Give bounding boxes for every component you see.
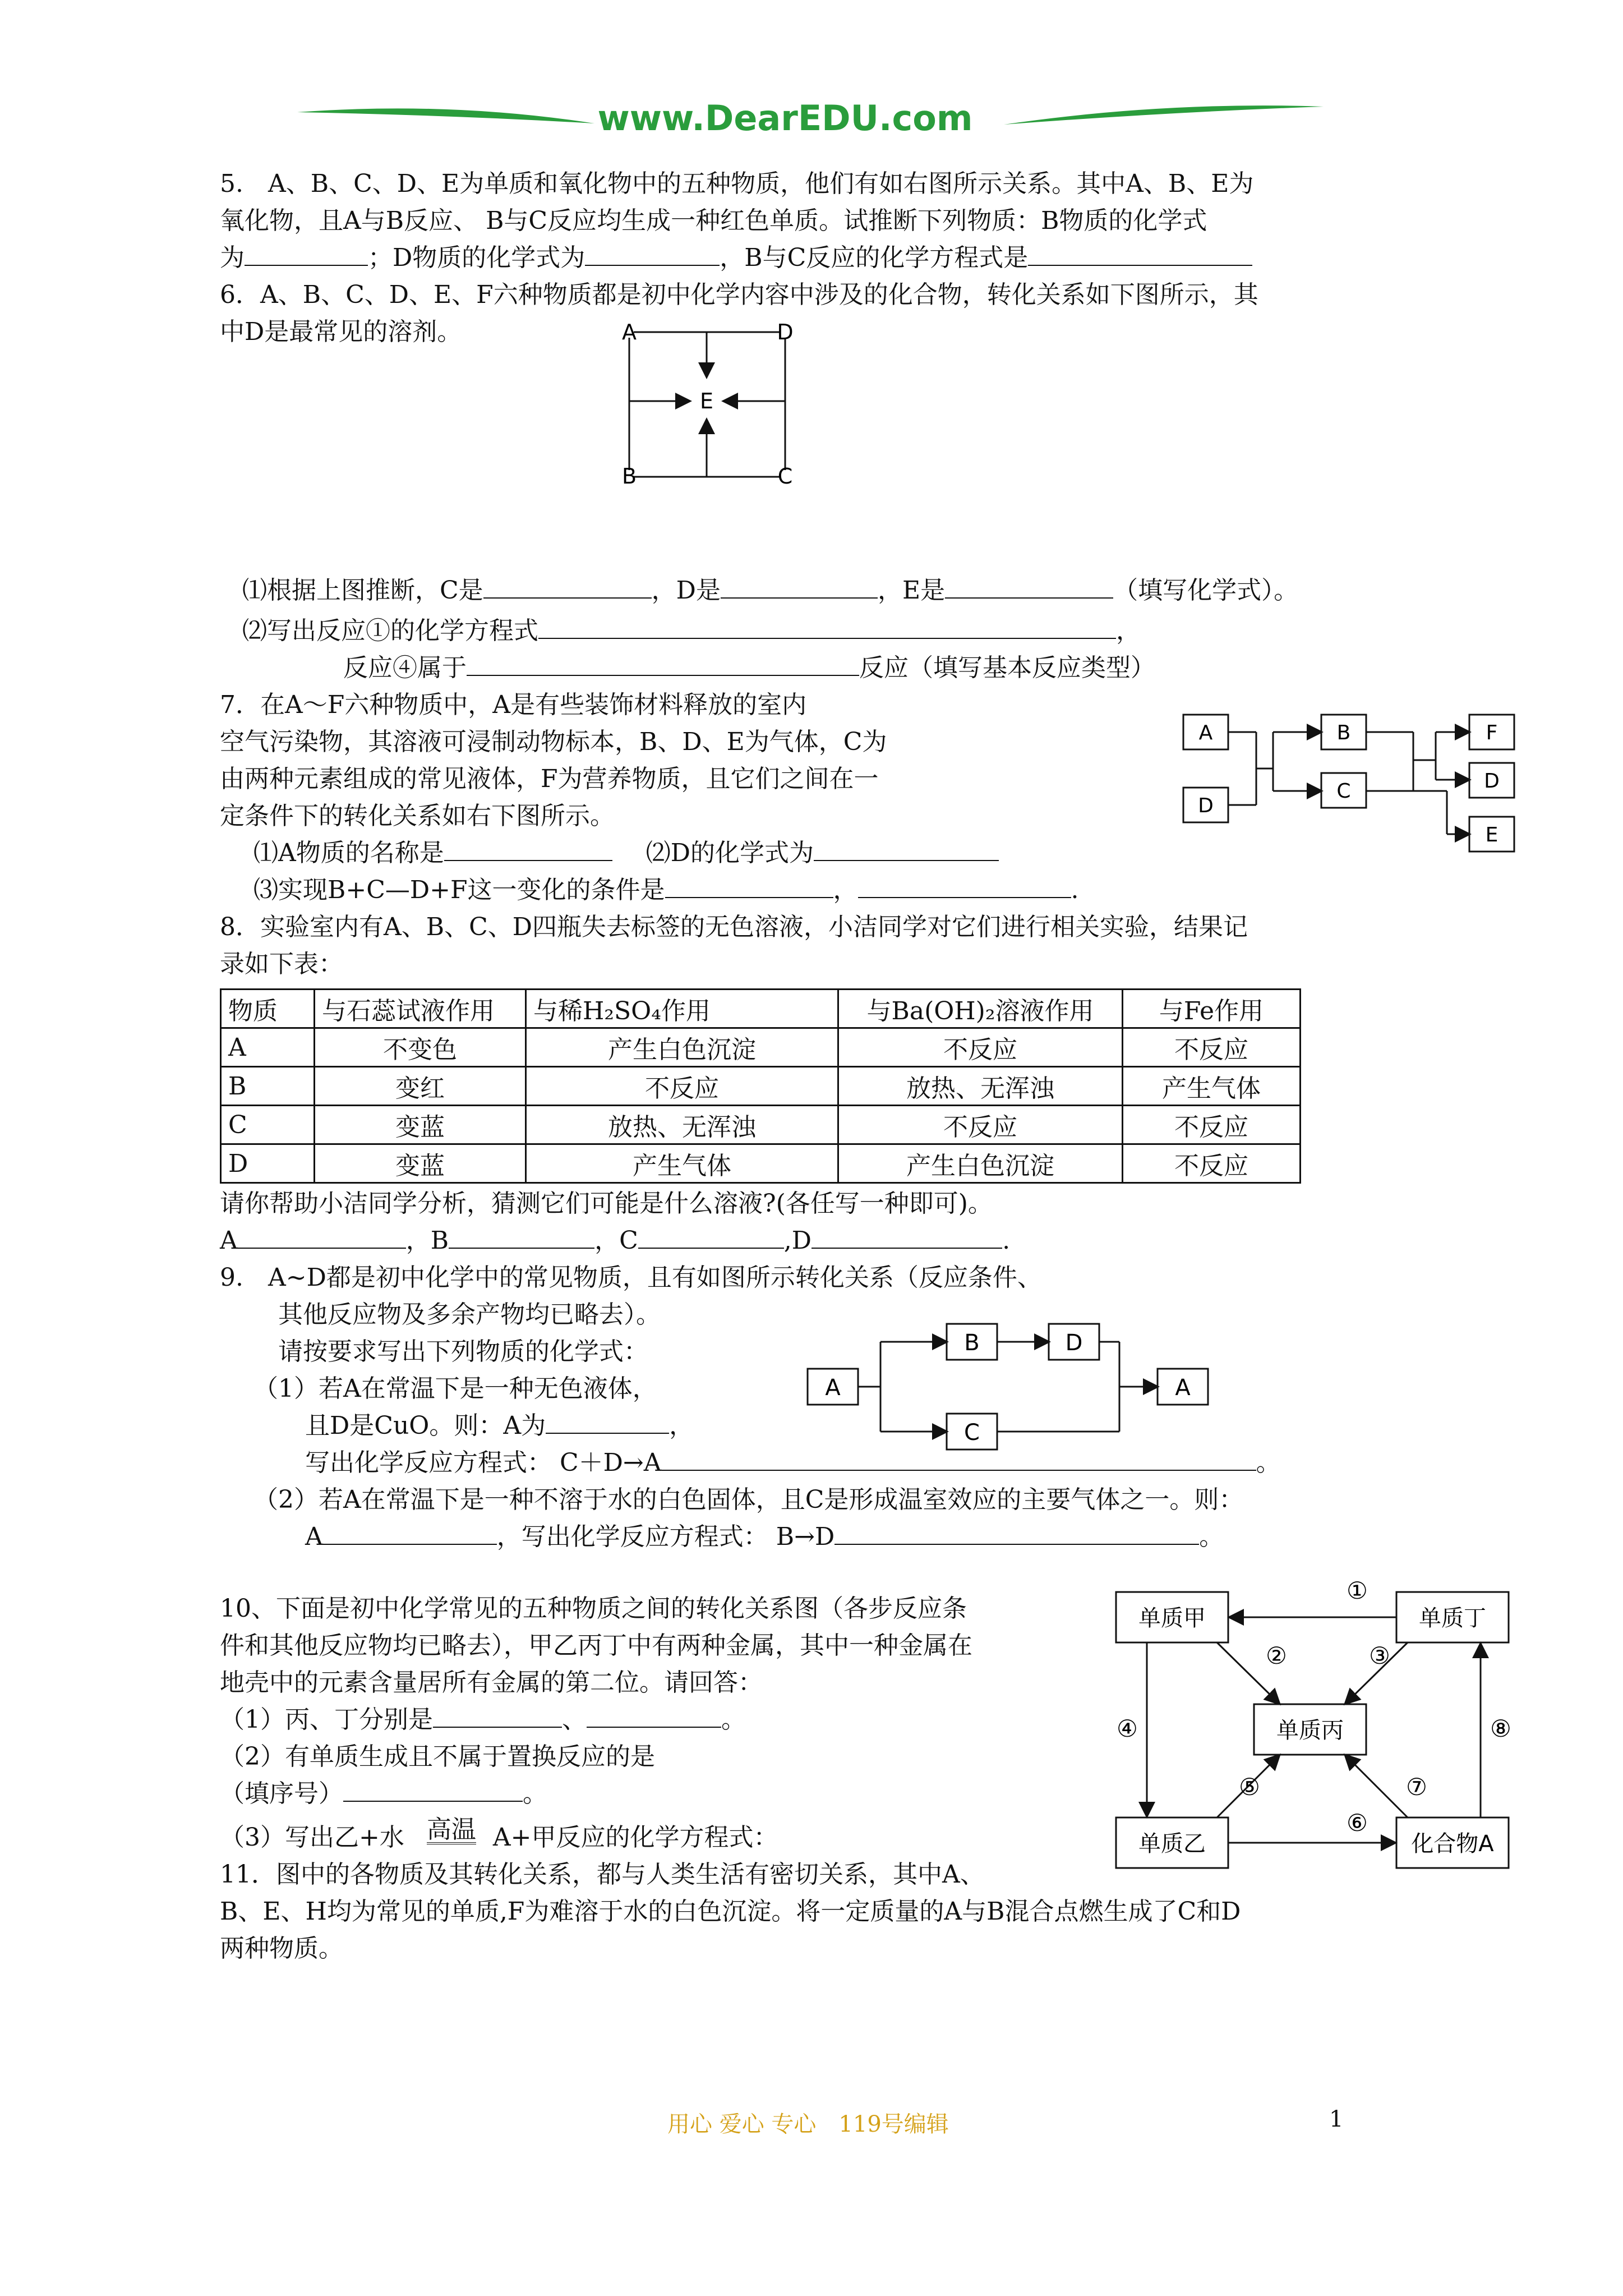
reaction-label-4: ④: [1117, 1715, 1138, 1742]
answer-blank[interactable]: [834, 1521, 1199, 1545]
answer-blank[interactable]: [665, 875, 833, 898]
reaction-condition: 高温: [426, 1815, 476, 1844]
table-row: A 不变色 产生白色沉淀 不反应 不反应: [221, 1028, 1301, 1067]
q7-part2: ⑶实现B+C—D+F这一变化的条件是 ， .: [253, 876, 1079, 904]
reaction-label-2: ②: [1266, 1642, 1287, 1669]
q9-line1: 9. A~D都是初中化学中的常见物质，且有如图所示转化关系（反应条件、: [220, 1263, 1042, 1292]
site-title: www.DearEDU.com: [597, 98, 973, 139]
table-header: 物质: [221, 990, 315, 1028]
answer-blank[interactable]: [444, 838, 612, 861]
answer-blank[interactable]: [343, 1778, 523, 1802]
answer-blank[interactable]: [245, 242, 368, 266]
q11-line2: B、E、H均为常见的单质,F为难溶于水的白色沉淀。将一定质量的A与B混合点燃生成了C和D: [220, 1897, 1241, 1926]
q11-line1: 11．图中的各物质及其转化关系，都与人类生活有密切关系，其中A、: [220, 1860, 985, 1889]
reaction-label-8: ⑧: [1490, 1715, 1511, 1742]
q7-node-b: B: [1336, 721, 1351, 744]
q7-node-a: A: [1198, 721, 1213, 744]
q9-diagram: [802, 1307, 1217, 1458]
answer-blank[interactable]: [323, 1521, 497, 1545]
q7-line1: 7．在A～F六种物质中，A是有些装饰材料释放的室内: [220, 691, 807, 719]
page-number: 1: [1329, 2106, 1344, 2132]
table-header: 与Fe作用: [1123, 990, 1301, 1028]
q9-node-c: C: [964, 1420, 980, 1446]
q9-part2a: （2）若A在常温下是一种不溶于水的白色固体，且C是形成温室效应的主要气体之一。则：: [253, 1485, 1244, 1514]
q10-diagram: [1110, 1565, 1514, 1885]
answer-blank[interactable]: [585, 242, 720, 266]
q9-part1b: 且D是CuO。则：A为 ，: [305, 1411, 694, 1440]
answer-blank[interactable]: [638, 1225, 784, 1249]
q6-part1: ⑴根据上图推断，C是 ，D是 ，E是 （填写化学式）。: [242, 576, 1299, 605]
q10-part1: （1）丙、丁分别是 、 。: [220, 1705, 746, 1734]
answer-blank[interactable]: [538, 615, 1116, 639]
reaction-label-5: ⑤: [1239, 1773, 1260, 1801]
q8-line2: 录如下表：: [220, 950, 343, 978]
table-header-row: [221, 990, 1301, 1028]
q9-part2b: A ，写出化学反应方程式： B→D 。: [305, 1522, 1224, 1551]
q7-line4: 定条件下的转化关系如右下图所示。: [220, 802, 615, 830]
answer-blank[interactable]: [1028, 242, 1252, 266]
table-header: 与石蕊试液作用: [315, 990, 526, 1028]
q11-line3: 两种物质。: [220, 1934, 343, 1963]
q8-after: 请你帮助小洁同学分析，猜测它们可能是什么溶液?(各任写一种即可)。: [220, 1189, 993, 1218]
table-row: C 变蓝 放热、无浑浊 不反应 不反应: [221, 1106, 1301, 1144]
q7-node-d2: D: [1484, 770, 1500, 793]
q7-line3: 由两种元素组成的常见液体，F为营养物质，且它们之间在一: [220, 765, 879, 793]
q10-part2a: （2）有单质生成且不属于置换反应的是: [220, 1742, 655, 1771]
q9-part1c: 写出化学反应方程式： C＋D→A 。: [305, 1448, 1281, 1477]
q10-part2b: （填序号） 。: [220, 1779, 547, 1808]
q10-node-ding: 单质丁: [1419, 1605, 1486, 1631]
q6-node-d: D: [777, 320, 794, 344]
table-row: B 变红 不反应 放热、无浑浊 产生气体: [221, 1067, 1301, 1106]
q10-line2: 件和其他反应物均已略去），甲乙丙丁中有两种金属，其中一种金属在: [220, 1631, 972, 1660]
q6-line2: 中D是最常见的溶剂。: [220, 318, 462, 346]
q7-line2: 空气污染物，其溶液可浸制动物标本，B、D、E为气体，C为: [220, 728, 887, 756]
q10-node-yi: 单质乙: [1138, 1831, 1206, 1857]
reaction-label-6: ⑥: [1347, 1809, 1368, 1837]
q10-node-compound-a: 化合物A: [1411, 1831, 1494, 1857]
q10-line3: 地壳中的元素含量居所有金属的第二位。请回答：: [220, 1668, 763, 1697]
q9-line3: 请按要求写出下列物质的化学式：: [278, 1337, 648, 1366]
q7-node-e: E: [1485, 823, 1498, 846]
q10-node-bing: 单质丙: [1276, 1718, 1344, 1743]
reaction-label-7: ⑦: [1406, 1773, 1427, 1801]
q8-line1: 8．实验室内有A、B、C、D四瓶失去标签的无色溶液，小洁同学对它们进行相关实验，结果记: [220, 913, 1248, 941]
q6-node-a: A: [622, 320, 637, 344]
q5-line2: 氧化物，且A与B反应、 B与C反应均生成一种红色单质。试推断下列物质：B物质的化学式: [220, 206, 1207, 235]
q6-node-e: E: [699, 389, 714, 413]
q7-node-c: C: [1336, 780, 1351, 803]
q10-node-jia: 单质甲: [1138, 1605, 1206, 1631]
answer-blank[interactable]: [814, 838, 999, 861]
q9-node-a2: A: [1175, 1375, 1191, 1401]
answer-blank[interactable]: [587, 1704, 721, 1728]
header-banner: [280, 90, 1346, 157]
answer-blank[interactable]: [449, 1225, 594, 1249]
answer-blank[interactable]: [433, 1704, 562, 1728]
q9-node-b: B: [964, 1330, 980, 1356]
q8-table: [220, 988, 1301, 1184]
q7-part1: ⑴A物质的名称是 ⑵D的化学式为: [253, 838, 999, 869]
answer-blank[interactable]: [811, 1225, 1002, 1249]
q8-answers: A ，B ，C ,D .: [220, 1226, 1011, 1255]
answer-blank[interactable]: [858, 875, 1071, 898]
answer-blank[interactable]: [483, 575, 652, 599]
table-header: 与稀H₂SO₄作用: [526, 990, 838, 1028]
q10-part3: （3）写出乙+水 高温 A+甲反应的化学方程式：: [220, 1815, 778, 1852]
q10-line1: 10、下面是初中化学常见的五种物质之间的转化关系图（各步反应条: [220, 1594, 967, 1623]
q6-part3: 反应④属于 反应（填写基本反应类型）: [343, 654, 1155, 682]
answer-blank[interactable]: [467, 652, 859, 676]
left-swoosh: [297, 108, 594, 123]
footer-text: 用心 爱心 专心 119号编辑: [667, 2111, 949, 2137]
q6-node-c: C: [777, 464, 793, 489]
q7-node-d: D: [1198, 794, 1214, 817]
answer-blank[interactable]: [546, 1410, 669, 1434]
q7-node-f: F: [1486, 721, 1498, 744]
reaction-label-1: ①: [1347, 1577, 1368, 1604]
q7-diagram: [1178, 707, 1537, 869]
q6-line1: 6．A、B、C、D、E、F六种物质都是初中化学内容中涉及的化合物，转化关系如下图所示，其: [220, 280, 1258, 309]
answer-blank[interactable]: [238, 1225, 406, 1249]
answer-blank[interactable]: [721, 575, 878, 599]
q6-node-b: B: [621, 464, 637, 489]
table-header: 与Ba(OH)₂溶液作用: [838, 990, 1123, 1028]
table-row: D 变蓝 产生气体 产生白色沉淀 不反应: [221, 1144, 1301, 1183]
q6-diagram: [617, 320, 819, 494]
q5-line1: 5. A、B、C、D、E为单质和氧化物中的五种物质，他们有如右图所示关系。其中A、B、E为: [220, 169, 1254, 198]
q9-part1a: （1）若A在常温下是一种无色液体，: [253, 1374, 657, 1403]
q5-line3: 为 ；D物质的化学式为 ，B与C反应的化学方程式是: [220, 242, 1252, 274]
q9-line2: 其他反应物及多余产物均已略去）。: [278, 1300, 661, 1329]
reaction-label-3: ③: [1369, 1642, 1390, 1669]
q9-node-d: D: [1065, 1330, 1083, 1356]
q9-node-a: A: [825, 1375, 841, 1401]
q6-part2: ⑵写出反应①的化学方程式 ，: [242, 616, 1141, 645]
answer-blank[interactable]: [945, 575, 1113, 599]
right-swoosh: [1004, 105, 1324, 125]
